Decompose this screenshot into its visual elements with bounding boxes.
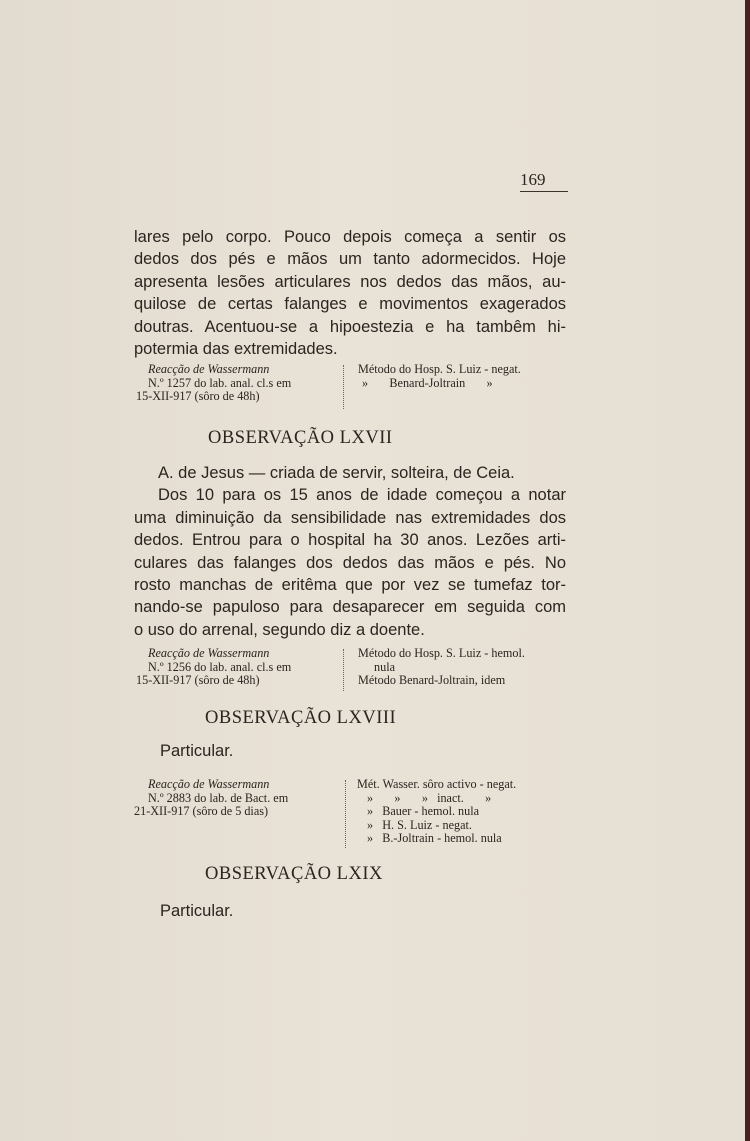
note-line: 15-XII-917 (sôro de 48h) — [136, 389, 260, 404]
wassermann-note-left — [136, 363, 336, 404]
wassermann-note-left — [136, 647, 336, 688]
section-heading: OBSERVAÇÃO LXIX — [205, 864, 383, 884]
wassermann-note-right — [358, 647, 568, 688]
note-line: Mét. Wasser. sôro activo - negat. — [357, 777, 517, 791]
note-line: » B.-Joltrain - hemol. nula — [367, 831, 502, 846]
wassermann-note-right — [358, 363, 568, 390]
paragraph-case — [134, 462, 566, 641]
text-line: nando-se papuloso para desaparecer em seguida com — [134, 598, 566, 617]
note-line: N.º 2883 do lab. de Bact. em — [148, 790, 289, 805]
note-line: 21-XII-917 (sôro de 5 dias) — [134, 804, 269, 819]
wassermann-note-left — [134, 778, 339, 819]
section-subtitle: Particular. — [160, 742, 234, 760]
page-number: 169 — [520, 170, 568, 192]
text-line: rosto manchas de eritêma que por vez se tumefaz tor- — [134, 576, 566, 595]
page-edge-bar — [745, 0, 750, 1141]
note-line: » » » inact. » — [367, 790, 492, 805]
note-title: Reacção de Wassermann — [148, 646, 270, 660]
text-line: uma diminuição da sensibilidade nas extremidades dos — [134, 508, 566, 527]
text-line: o uso do arrenal, segundo diz a doente. — [134, 620, 425, 639]
text-line: apresenta lesões articulares nos dedos das mãos, au- — [134, 272, 566, 291]
note-line: » Bauer - hemol. nula — [367, 804, 480, 819]
text-line: lares pelo corpo. Pouco depois começa a sentir os — [134, 228, 566, 246]
note-divider — [343, 365, 344, 409]
note-title: Reacção de Wassermann — [148, 362, 270, 376]
section-heading: OBSERVAÇÃO LXVIII — [205, 708, 397, 728]
text-line: A. de Jesus — criada de servir, solteira, de Ceia. — [158, 464, 515, 482]
note-divider — [343, 649, 344, 691]
text-line: culares das falanges dos dedos das mãos e pés. No — [134, 553, 566, 572]
text-line: quilose de certas falanges e movimentos exagerados — [134, 295, 566, 314]
note-line: nula — [374, 659, 395, 674]
note-line: Método Benard-Joltrain, idem — [358, 673, 506, 688]
text-line: Dos 10 para os 15 anos de idade começou a notar — [158, 486, 566, 505]
note-line: N.º 1257 do lab. anal. cl.s em — [148, 375, 292, 390]
note-divider — [345, 780, 346, 848]
note-line: Método do Hosp. S. Luiz - hemol. — [358, 646, 525, 660]
text-line: doutras. Acentuou-se a hipoestezia e ha tambêm hi- — [134, 317, 566, 336]
section-heading: OBSERVAÇÃO LXVII — [208, 428, 393, 448]
note-line: 15-XII-917 (sôro de 48h) — [136, 673, 260, 688]
note-title: Reacção de Wassermann — [148, 777, 270, 791]
paragraph-intro — [134, 226, 566, 360]
text-line: dedos dos pés e mãos um tanto adormecidos. Hoje — [134, 250, 566, 269]
note-line: » H. S. Luiz - negat. — [367, 817, 472, 832]
note-line: N.º 1256 do lab. anal. cl.s em — [148, 659, 292, 674]
text-line: dedos. Entrou para o hospital ha 30 anos. Lezões arti- — [134, 531, 566, 550]
section-subtitle: Particular. — [160, 902, 234, 920]
text-line: potermia das extremidades. — [134, 340, 338, 359]
note-line: Método do Hosp. S. Luiz - negat. — [358, 362, 521, 376]
note-line: » Benard-Joltrain » — [362, 375, 493, 390]
wassermann-note-right — [357, 778, 569, 846]
